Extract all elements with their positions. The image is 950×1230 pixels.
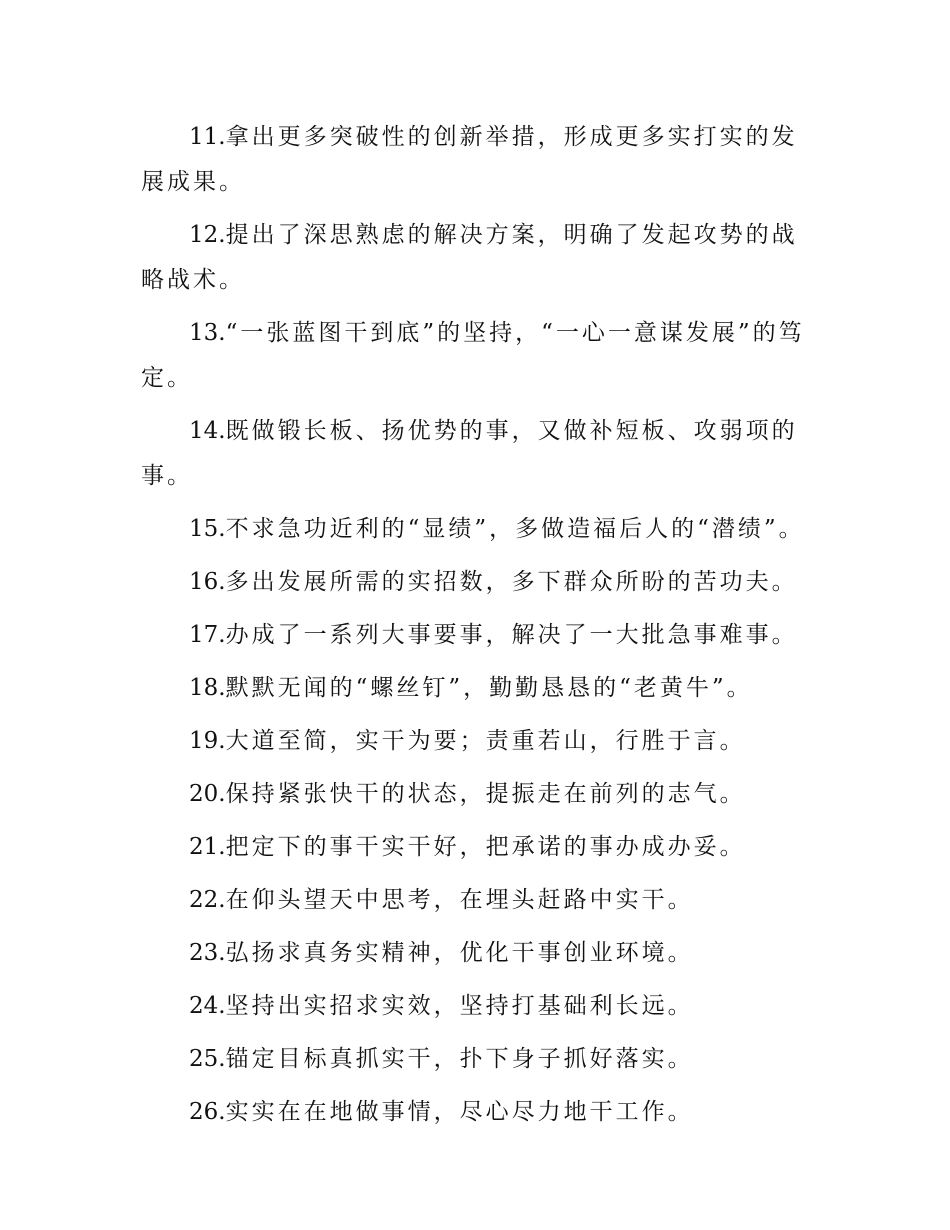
list-item — [141, 409, 811, 499]
list-item — [141, 311, 811, 401]
item-text: 拿出更多突破性的创新举措，形成更多实打实的发展成果。 — [141, 124, 798, 195]
item-number: 23. — [189, 940, 226, 966]
item-number: 24. — [189, 993, 226, 1019]
item-text: 大道至简，实干为要；责重若山，行胜于言。 — [225, 728, 746, 754]
list-item — [141, 825, 811, 870]
item-text: 办成了一系列大事要事，解决了一大批急事难事。 — [225, 622, 798, 648]
item-text: 提出了深思熟虑的解决方案，明确了发起攻势的战略战术。 — [141, 222, 798, 293]
list-item — [141, 1037, 811, 1082]
list-item — [141, 613, 811, 658]
item-number: 11. — [189, 124, 226, 150]
item-number: 17. — [189, 622, 226, 648]
list-item — [141, 666, 811, 711]
list-item — [141, 984, 811, 1029]
item-text: “一张蓝图干到底”的坚持，“一心一意谋发展”的笃定。 — [141, 320, 805, 391]
item-text: 实实在在地做事情，尽心尽力地干工作。 — [225, 1099, 694, 1125]
item-text: 保持紧张快干的状态，提振走在前列的志气。 — [225, 781, 746, 807]
list-item — [141, 560, 811, 605]
item-number: 16. — [189, 569, 226, 595]
item-text: 不求急功近利的“显绩”，多做造福后人的“潜绩”。 — [225, 516, 805, 542]
list-item — [141, 1090, 811, 1135]
document-body — [141, 115, 811, 1143]
list-item — [141, 772, 811, 817]
list-item — [141, 878, 811, 923]
item-text: 坚持出实招求实效，坚持打基础利长远。 — [225, 993, 694, 1019]
item-number: 12. — [189, 222, 226, 248]
item-number: 26. — [189, 1099, 226, 1125]
item-text: 锚定目标真抓实干，扑下身子抓好落实。 — [225, 1046, 694, 1072]
item-text: 把定下的事干实干好，把承诺的事办成办妥。 — [225, 834, 746, 860]
item-number: 15. — [189, 516, 226, 542]
list-item — [141, 507, 811, 552]
item-number: 13. — [189, 320, 226, 346]
item-number: 21. — [189, 834, 226, 860]
item-number: 20. — [189, 781, 226, 807]
list-item — [141, 213, 811, 303]
list-item — [141, 719, 811, 764]
item-text: 在仰头望天中思考，在埋头赶路中实干。 — [225, 887, 694, 913]
item-number: 19. — [189, 728, 226, 754]
item-number: 18. — [189, 675, 226, 701]
item-text: 默默无闻的“螺丝钉”，勤勤恳恳的“老黄牛”。 — [225, 675, 753, 701]
list-item — [141, 931, 811, 976]
item-number: 14. — [189, 418, 226, 444]
item-text: 多出发展所需的实招数，多下群众所盼的苦功夫。 — [225, 569, 798, 595]
item-text: 既做锻长板、扬优势的事，又做补短板、攻弱项的事。 — [141, 418, 798, 489]
item-text: 弘扬求真务实精神，优化干事创业环境。 — [225, 940, 694, 966]
item-number: 22. — [189, 887, 226, 913]
list-item — [141, 115, 811, 205]
item-number: 25. — [189, 1046, 226, 1072]
